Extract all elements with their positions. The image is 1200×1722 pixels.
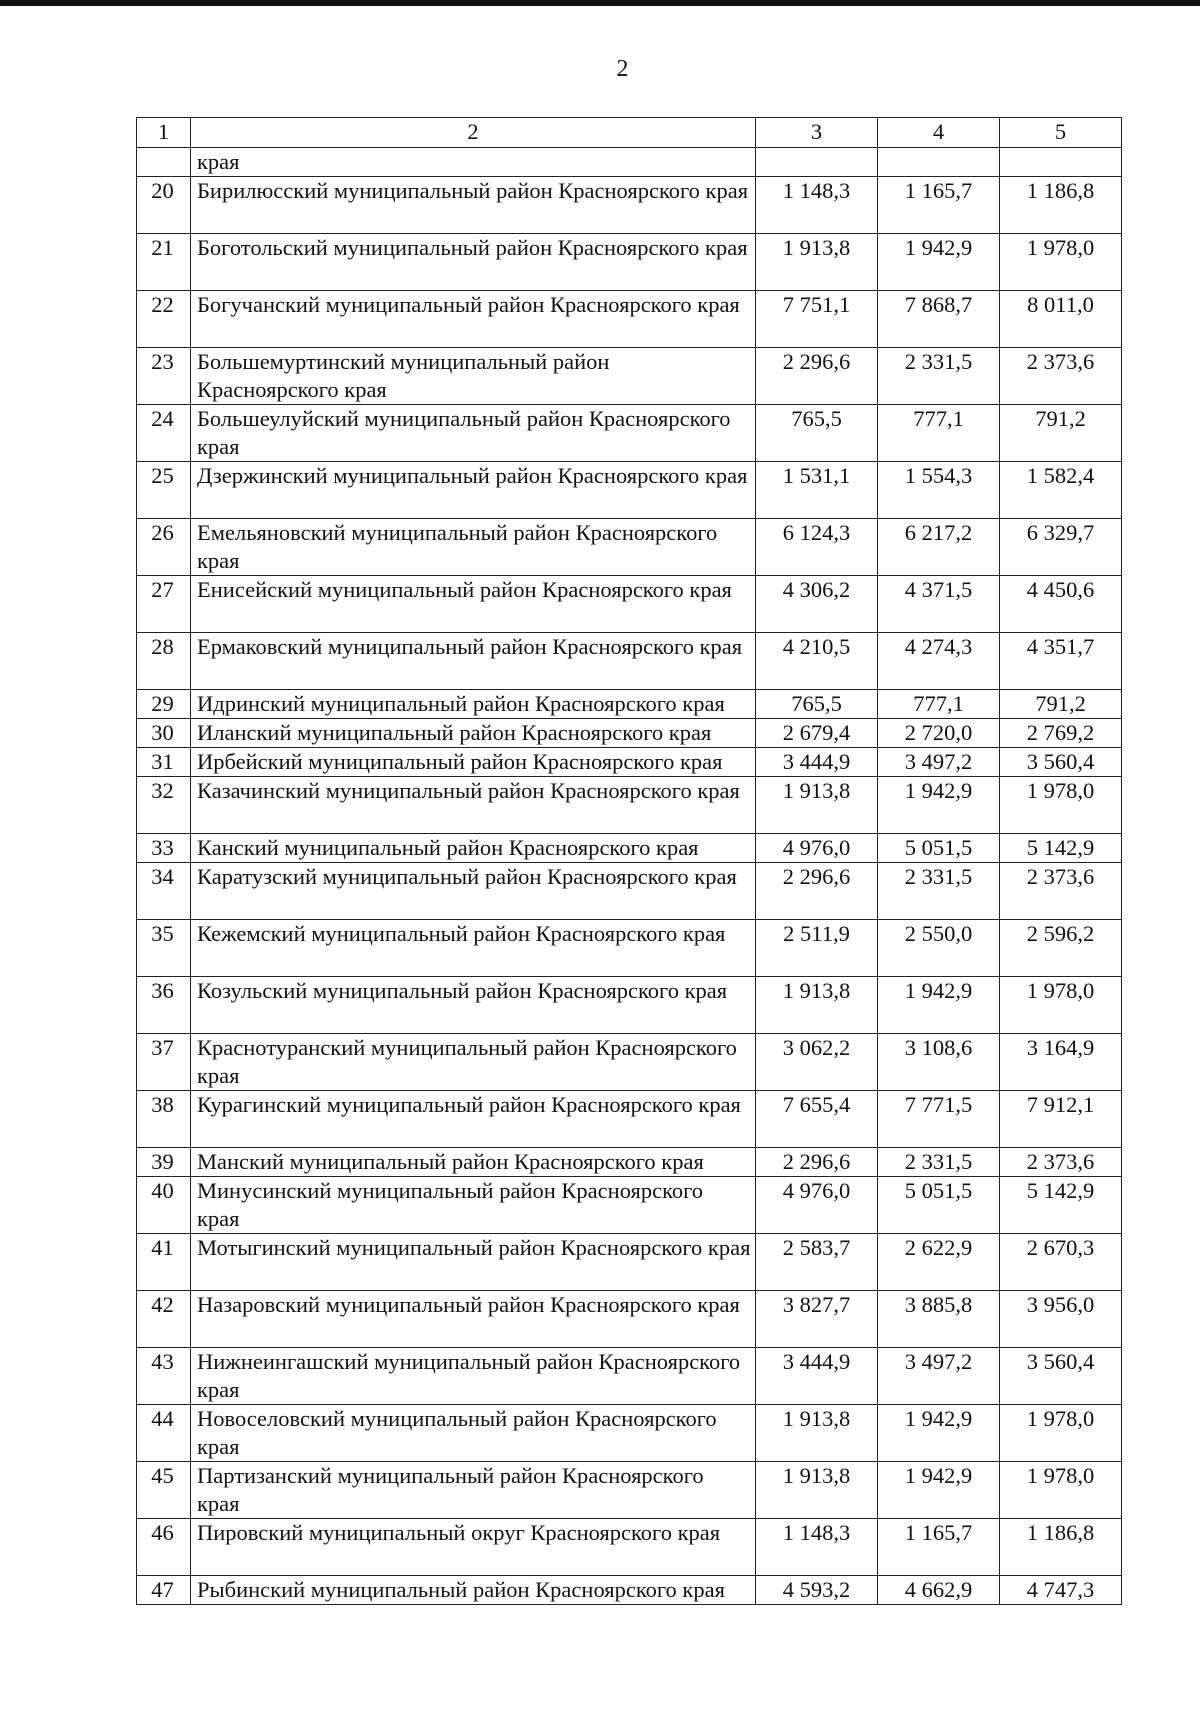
row-value-col3: 3 444,9 [756, 748, 878, 777]
table-row [137, 863, 1122, 920]
row-number: 27 [137, 576, 191, 633]
row-value-col4 [878, 148, 1000, 177]
row-number: 31 [137, 748, 191, 777]
row-value-col4: 7 868,7 [878, 291, 1000, 348]
table-row [137, 1148, 1122, 1177]
row-value-col4: 1 942,9 [878, 777, 1000, 834]
table-row [137, 834, 1122, 863]
row-number: 29 [137, 690, 191, 719]
table-row [137, 1177, 1122, 1234]
table-row [137, 234, 1122, 291]
row-value-col3: 6 124,3 [756, 519, 878, 576]
row-value-col3: 2 296,6 [756, 348, 878, 405]
row-number: 37 [137, 1034, 191, 1091]
row-name: Богучанский муниципальный район Красноярского края [191, 291, 756, 348]
row-name: Большеулуйский муниципальный район Красноярского края [191, 405, 756, 462]
row-value-col4: 1 942,9 [878, 1462, 1000, 1519]
row-number: 28 [137, 633, 191, 690]
header-col-5: 5 [1000, 118, 1122, 148]
row-number: 36 [137, 977, 191, 1034]
header-col-3: 3 [756, 118, 878, 148]
row-number: 46 [137, 1519, 191, 1576]
row-value-col3: 765,5 [756, 690, 878, 719]
row-value-col3: 765,5 [756, 405, 878, 462]
row-name: Емельяновский муниципальный район Красноярского края [191, 519, 756, 576]
table-row [137, 177, 1122, 234]
row-value-col4: 2 622,9 [878, 1234, 1000, 1291]
row-number: 35 [137, 920, 191, 977]
row-value-col4: 3 108,6 [878, 1034, 1000, 1091]
row-value-col4: 1 165,7 [878, 177, 1000, 234]
header-col-4: 4 [878, 118, 1000, 148]
table-row [137, 576, 1122, 633]
row-number: 32 [137, 777, 191, 834]
row-value-col3: 1 913,8 [756, 234, 878, 291]
row-number: 47 [137, 1576, 191, 1605]
row-value-col4: 5 051,5 [878, 834, 1000, 863]
row-value-col3: 2 679,4 [756, 719, 878, 748]
row-value-col5: 6 329,7 [1000, 519, 1122, 576]
table-row [137, 1091, 1122, 1148]
row-value-col4: 5 051,5 [878, 1177, 1000, 1234]
row-value-col5: 2 373,6 [1000, 1148, 1122, 1177]
row-number [137, 148, 191, 177]
row-value-col5: 791,2 [1000, 405, 1122, 462]
table-row [137, 748, 1122, 777]
row-name: Енисейский муниципальный район Красноярского края [191, 576, 756, 633]
row-value-col3: 7 751,1 [756, 291, 878, 348]
table-row [137, 348, 1122, 405]
row-value-col3: 3 062,2 [756, 1034, 878, 1091]
row-name: Краснотуранский муниципальный район Красноярского края [191, 1034, 756, 1091]
row-value-col5: 4 351,7 [1000, 633, 1122, 690]
row-name: Назаровский муниципальный район Красноярского края [191, 1291, 756, 1348]
row-name: Каратузский муниципальный район Красноярского края [191, 863, 756, 920]
row-value-col4: 1 165,7 [878, 1519, 1000, 1576]
row-number: 34 [137, 863, 191, 920]
row-value-col4: 2 550,0 [878, 920, 1000, 977]
row-value-col3: 4 593,2 [756, 1576, 878, 1605]
row-value-col5: 791,2 [1000, 690, 1122, 719]
row-value-col5: 3 956,0 [1000, 1291, 1122, 1348]
row-value-col5: 2 596,2 [1000, 920, 1122, 977]
row-value-col5: 2 769,2 [1000, 719, 1122, 748]
row-value-col4: 777,1 [878, 405, 1000, 462]
table-row [137, 1348, 1122, 1405]
row-value-col3: 1 148,3 [756, 1519, 878, 1576]
page-number: 2 [616, 56, 629, 82]
row-value-col5: 1 978,0 [1000, 777, 1122, 834]
row-value-col4: 3 497,2 [878, 748, 1000, 777]
row-name: Кежемский муниципальный район Красноярского края [191, 920, 756, 977]
row-number: 38 [137, 1091, 191, 1148]
row-name: Минусинский муниципальный район Красноярского края [191, 1177, 756, 1234]
table-row [137, 462, 1122, 519]
row-value-col5: 1 978,0 [1000, 1405, 1122, 1462]
table-row [137, 777, 1122, 834]
row-value-col3: 3 827,7 [756, 1291, 878, 1348]
row-value-col3: 1 913,8 [756, 1405, 878, 1462]
row-number: 41 [137, 1234, 191, 1291]
row-number: 24 [137, 405, 191, 462]
row-value-col5: 1 186,8 [1000, 177, 1122, 234]
row-value-col3: 2 583,7 [756, 1234, 878, 1291]
row-value-col3: 4 210,5 [756, 633, 878, 690]
table-row [137, 1519, 1122, 1576]
table-row [137, 1462, 1122, 1519]
row-value-col3 [756, 148, 878, 177]
row-value-col5: 1 978,0 [1000, 1462, 1122, 1519]
row-value-col5: 2 373,6 [1000, 348, 1122, 405]
row-number: 43 [137, 1348, 191, 1405]
row-value-col4: 2 331,5 [878, 348, 1000, 405]
row-value-col3: 4 306,2 [756, 576, 878, 633]
row-value-col3: 1 148,3 [756, 177, 878, 234]
row-value-col3: 1 913,8 [756, 1462, 878, 1519]
row-value-col4: 3 885,8 [878, 1291, 1000, 1348]
row-value-col3: 1 913,8 [756, 777, 878, 834]
table-row [137, 977, 1122, 1034]
data-table [136, 117, 1122, 1605]
row-value-col4: 6 217,2 [878, 519, 1000, 576]
row-name: Манский муниципальный район Красноярского края [191, 1148, 756, 1177]
row-value-col5: 8 011,0 [1000, 291, 1122, 348]
table-row [137, 519, 1122, 576]
row-value-col3: 1 913,8 [756, 977, 878, 1034]
row-value-col5: 5 142,9 [1000, 834, 1122, 863]
row-name: Большемуртинский муниципальный район Красноярского края [191, 348, 756, 405]
header-col-1: 1 [137, 118, 191, 148]
row-number: 23 [137, 348, 191, 405]
page-top-edge [0, 0, 1200, 6]
row-name: Новоселовский муниципальный район Красноярского края [191, 1405, 756, 1462]
table-body [137, 148, 1122, 1605]
table-row [137, 719, 1122, 748]
row-name: Пировский муниципальный округ Красноярского края [191, 1519, 756, 1576]
row-value-col3: 4 976,0 [756, 1177, 878, 1234]
row-value-col3: 4 976,0 [756, 834, 878, 863]
table-row [137, 690, 1122, 719]
row-value-col5: 3 164,9 [1000, 1034, 1122, 1091]
row-name: Ермаковский муниципальный район Красноярского края [191, 633, 756, 690]
row-number: 33 [137, 834, 191, 863]
row-number: 21 [137, 234, 191, 291]
table-row [137, 1405, 1122, 1462]
row-name: Иланский муниципальный район Красноярского края [191, 719, 756, 748]
row-value-col4: 1 942,9 [878, 234, 1000, 291]
row-name: Канский муниципальный район Красноярского края [191, 834, 756, 863]
row-value-col5: 1 978,0 [1000, 234, 1122, 291]
row-value-col4: 1 554,3 [878, 462, 1000, 519]
row-value-col5 [1000, 148, 1122, 177]
row-number: 40 [137, 1177, 191, 1234]
row-value-col4: 1 942,9 [878, 977, 1000, 1034]
row-value-col5: 1 186,8 [1000, 1519, 1122, 1576]
table-row [137, 405, 1122, 462]
row-value-col4: 2 331,5 [878, 863, 1000, 920]
table-row [137, 148, 1122, 177]
row-name: Рыбинский муниципальный район Красноярского края [191, 1576, 756, 1605]
row-value-col4: 2 331,5 [878, 1148, 1000, 1177]
row-name: Идринский муниципальный район Красноярского края [191, 690, 756, 719]
row-value-col5: 1 978,0 [1000, 977, 1122, 1034]
row-value-col3: 2 511,9 [756, 920, 878, 977]
table-row [137, 291, 1122, 348]
row-name: Казачинский муниципальный район Красноярского края [191, 777, 756, 834]
row-value-col4: 7 771,5 [878, 1091, 1000, 1148]
row-name: Курагинский муниципальный район Красноярского края [191, 1091, 756, 1148]
row-value-col5: 4 450,6 [1000, 576, 1122, 633]
row-value-col5: 4 747,3 [1000, 1576, 1122, 1605]
row-name: Мотыгинский муниципальный район Красноярского края [191, 1234, 756, 1291]
row-value-col4: 1 942,9 [878, 1405, 1000, 1462]
row-name: Партизанский муниципальный район Красноярского края [191, 1462, 756, 1519]
table-row [137, 1034, 1122, 1091]
row-value-col3: 7 655,4 [756, 1091, 878, 1148]
row-number: 45 [137, 1462, 191, 1519]
row-value-col4: 3 497,2 [878, 1348, 1000, 1405]
table-row [137, 633, 1122, 690]
table-row [137, 1576, 1122, 1605]
row-name: Нижнеингашский муниципальный район Красноярского края [191, 1348, 756, 1405]
row-number: 42 [137, 1291, 191, 1348]
table-header-row [137, 118, 1122, 148]
row-value-col5: 2 670,3 [1000, 1234, 1122, 1291]
row-value-col5: 7 912,1 [1000, 1091, 1122, 1148]
row-number: 30 [137, 719, 191, 748]
row-value-col5: 1 582,4 [1000, 462, 1122, 519]
row-name: Козульский муниципальный район Красноярского края [191, 977, 756, 1034]
row-value-col4: 4 371,5 [878, 576, 1000, 633]
table-row [137, 1234, 1122, 1291]
row-value-col3: 1 531,1 [756, 462, 878, 519]
row-number: 26 [137, 519, 191, 576]
table-row [137, 1291, 1122, 1348]
table-header [137, 118, 1122, 148]
row-value-col5: 3 560,4 [1000, 1348, 1122, 1405]
row-number: 25 [137, 462, 191, 519]
row-value-col3: 2 296,6 [756, 863, 878, 920]
row-number: 22 [137, 291, 191, 348]
row-value-col3: 2 296,6 [756, 1148, 878, 1177]
row-value-col5: 5 142,9 [1000, 1177, 1122, 1234]
row-name: Ирбейский муниципальный район Красноярского края [191, 748, 756, 777]
row-name: Боготольский муниципальный район Красноярского края [191, 234, 756, 291]
row-number: 44 [137, 1405, 191, 1462]
row-name: Дзержинский муниципальный район Красноярского края [191, 462, 756, 519]
header-col-2: 2 [191, 118, 756, 148]
row-value-col3: 3 444,9 [756, 1348, 878, 1405]
table-row [137, 920, 1122, 977]
row-number: 20 [137, 177, 191, 234]
row-value-col5: 3 560,4 [1000, 748, 1122, 777]
row-value-col4: 2 720,0 [878, 719, 1000, 748]
row-name: края [191, 148, 756, 177]
row-name: Бирилюсский муниципальный район Красноярского края [191, 177, 756, 234]
row-value-col4: 777,1 [878, 690, 1000, 719]
row-value-col4: 4 274,3 [878, 633, 1000, 690]
row-value-col4: 4 662,9 [878, 1576, 1000, 1605]
row-value-col5: 2 373,6 [1000, 863, 1122, 920]
row-number: 39 [137, 1148, 191, 1177]
